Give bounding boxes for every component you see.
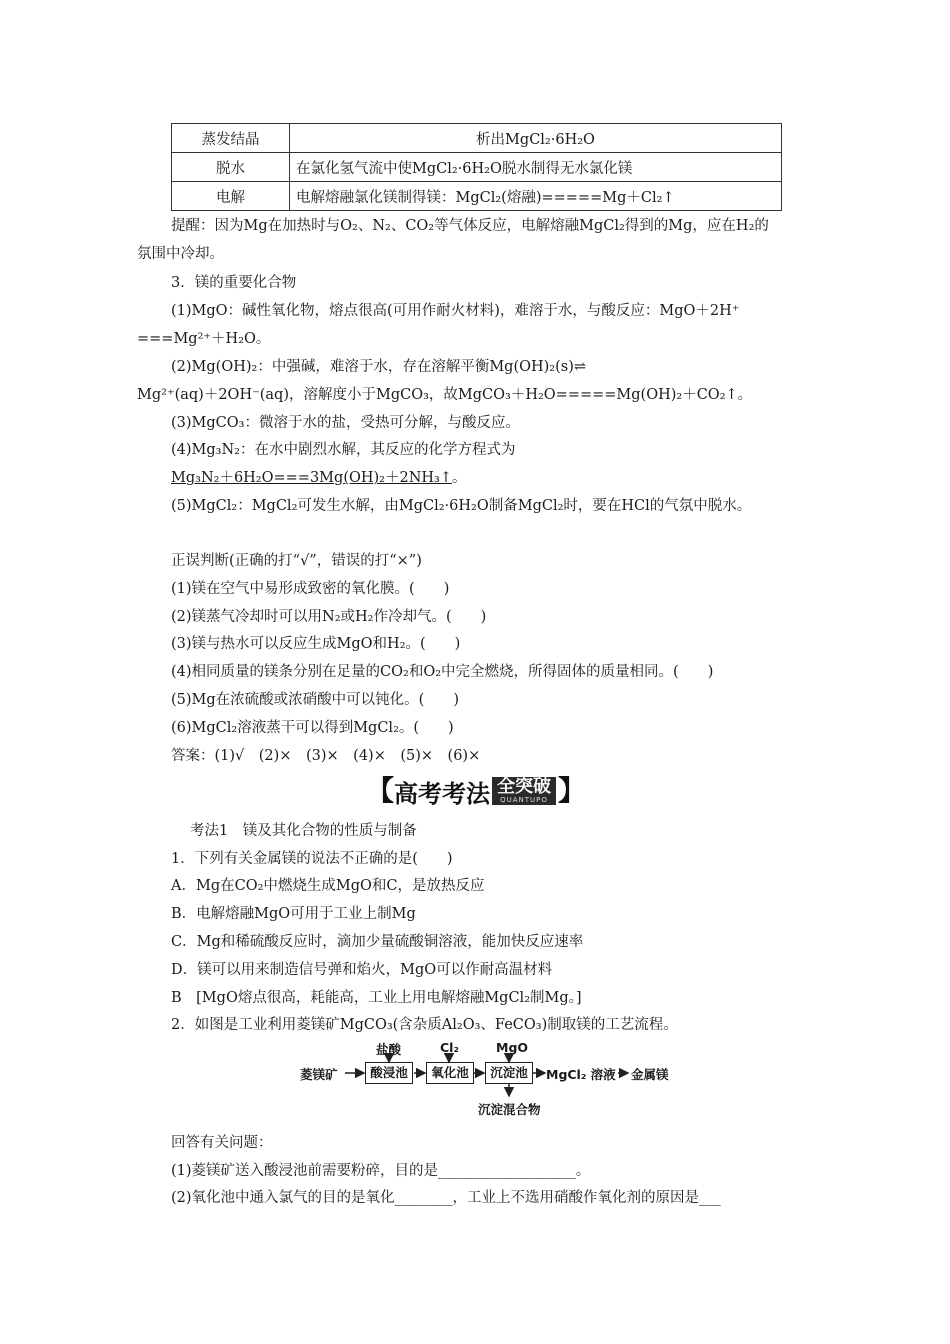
acid-leach-tank-box: 酸浸池 — [365, 1062, 413, 1084]
end-label: 金属镁 — [631, 1067, 669, 1082]
compound-item: (2)Mg(OH)₂：中强碱，难溶于水，存在溶解平衡Mg(OH)₂(s)⇌ — [171, 359, 587, 375]
start-label: 菱镁矿 — [300, 1067, 338, 1082]
content-cell: 在氯化氢气流中使MgCl₂·6H₂O脱水制得无水氯化镁 — [290, 153, 782, 182]
content-cell: 电解熔融氯化镁制得镁：MgCl₂(熔融)=====Mg＋Cl₂↑ — [290, 182, 782, 211]
option: C．Mg和稀硫酸反应时，滴加少量硫酸铜溶液，能加快反应速率 — [171, 934, 584, 950]
judge-item: (5)Mg在浓硫酸或浓硝酸中可以钝化。( ) — [171, 692, 459, 708]
table-row — [172, 153, 782, 182]
step-cell: 电解 — [172, 182, 290, 211]
badge-text: 全突破 — [497, 775, 551, 797]
table-row — [172, 182, 782, 211]
method-title: 考法1 镁及其化合物的性质与制备 — [190, 823, 417, 839]
right-bracket: 】 — [558, 774, 587, 807]
question: 1．下列有关金属镁的说法不正确的是( ) — [171, 851, 453, 867]
input-acid-label: 盐酸 — [376, 1042, 402, 1057]
input-mgo-label: MgO — [496, 1040, 529, 1055]
question-answer: B [MgO熔点很高，耗能高，工业上用电解熔融MgCl₂制Mg。] — [171, 990, 582, 1006]
judge-item: (3)镁与热水可以反应生成MgO和H₂。( ) — [171, 636, 461, 652]
compound-item: (1)MgO：碱性氧化物，熔点很高(可用作耐火材料)，难溶于水，与酸反应：MgO＋2H⁺ — [171, 303, 740, 319]
product-label: MgCl₂ 溶液 — [546, 1067, 616, 1082]
bottom-label: 沉淀混合物 — [478, 1102, 541, 1117]
process-table — [171, 123, 782, 211]
compound-item: Mg²⁺(aq)＋2OH⁻(aq)，溶解度小于MgCO₃，故MgCO₃＋H₂O=====Mg(OH)₂＋CO₂↑。 — [137, 387, 753, 403]
judge-item: (1)镁在空气中易形成致密的氧化膜。( ) — [171, 581, 450, 597]
step-cell: 脱水 — [172, 153, 290, 182]
question: 2．如图是工业利用菱镁矿MgCO₃(含杂质Al₂O₃、FeCO₃)制取镁的工艺流程。 — [171, 1017, 678, 1033]
oxidation-tank-box: 氧化池 — [426, 1062, 474, 1084]
section-heading: 3．镁的重要化合物 — [171, 275, 297, 291]
sub-question: (2)氧化池中通入氯气的目的是氧化________，工业上不选用硝酸作氧化剂的原因是___ — [171, 1190, 721, 1206]
judge-item: (4)相同质量的镁条分别在足量的CO₂和O₂中完全燃烧，所得固体的质量相同。( ) — [171, 664, 714, 680]
content-cell: 析出MgCl₂·6H₂O — [290, 124, 782, 153]
judge-heading: 正误判断(正确的打“√”，错误的打“×”) — [171, 553, 422, 569]
questions-intro: 回答有关问题： — [171, 1135, 273, 1151]
sub-question: (1)菱镁矿送入酸浸池前需要粉碎，目的是___________________。 — [171, 1163, 591, 1179]
compound-item: (4)Mg₃N₂：在水中剧烈水解，其反应的化学方程式为 — [171, 442, 516, 458]
step-cell: 蒸发结晶 — [172, 124, 290, 153]
judge-answer: 答案：(1)√ (2)× (3)× (4)× (5)× (6)× — [171, 748, 481, 764]
judge-item: (2)镁蒸气冷却时可以用N₂或H₂作冷却气。( ) — [171, 609, 487, 625]
option: D．镁可以用来制造信号弹和焰火，MgO可以作耐高温材料 — [171, 962, 553, 978]
compound-item: (3)MgCO₃：微溶于水的盐，受热可分解，与酸反应。 — [171, 415, 520, 431]
precipitation-tank-box: 沉淀池 — [485, 1062, 533, 1084]
banner-title: 高考考法 — [394, 779, 490, 808]
option: B．电解熔融MgO可用于工业上制Mg — [171, 906, 416, 922]
option: A．Mg在CO₂中燃烧生成MgO和C，是放热反应 — [171, 878, 485, 894]
judge-item: (6)MgCl₂溶液蒸干可以得到MgCl₂。( ) — [171, 720, 454, 736]
equation: Mg₃N₂＋6H₂O===3Mg(OH)₂＋2NH₃↑ — [171, 470, 452, 486]
left-bracket: 【 — [365, 774, 394, 807]
badge-subtext: QUANTUPO — [500, 795, 548, 804]
table-row — [172, 124, 782, 153]
compound-answer — [171, 466, 467, 487]
input-cl2-label: Cl₂ — [440, 1040, 459, 1055]
section-banner — [336, 773, 616, 809]
tip-line: 提醒：因为Mg在加热时与O₂、N₂、CO₂等气体反应，电解熔融MgCl₂得到的Mg，应在H₂的 — [171, 218, 769, 234]
process-flow-diagram — [300, 1040, 690, 1120]
banner-badge — [492, 777, 556, 805]
compound-item: (5)MgCl₂：MgCl₂可发生水解，由MgCl₂·6H₂O制备MgCl₂时，要在HCl的气氛中脱水。 — [171, 498, 752, 514]
compound-item: ===Mg²⁺＋H₂O。 — [137, 331, 271, 347]
tip-line: 氛围中冷却。 — [137, 246, 224, 262]
period: 。 — [452, 470, 467, 486]
